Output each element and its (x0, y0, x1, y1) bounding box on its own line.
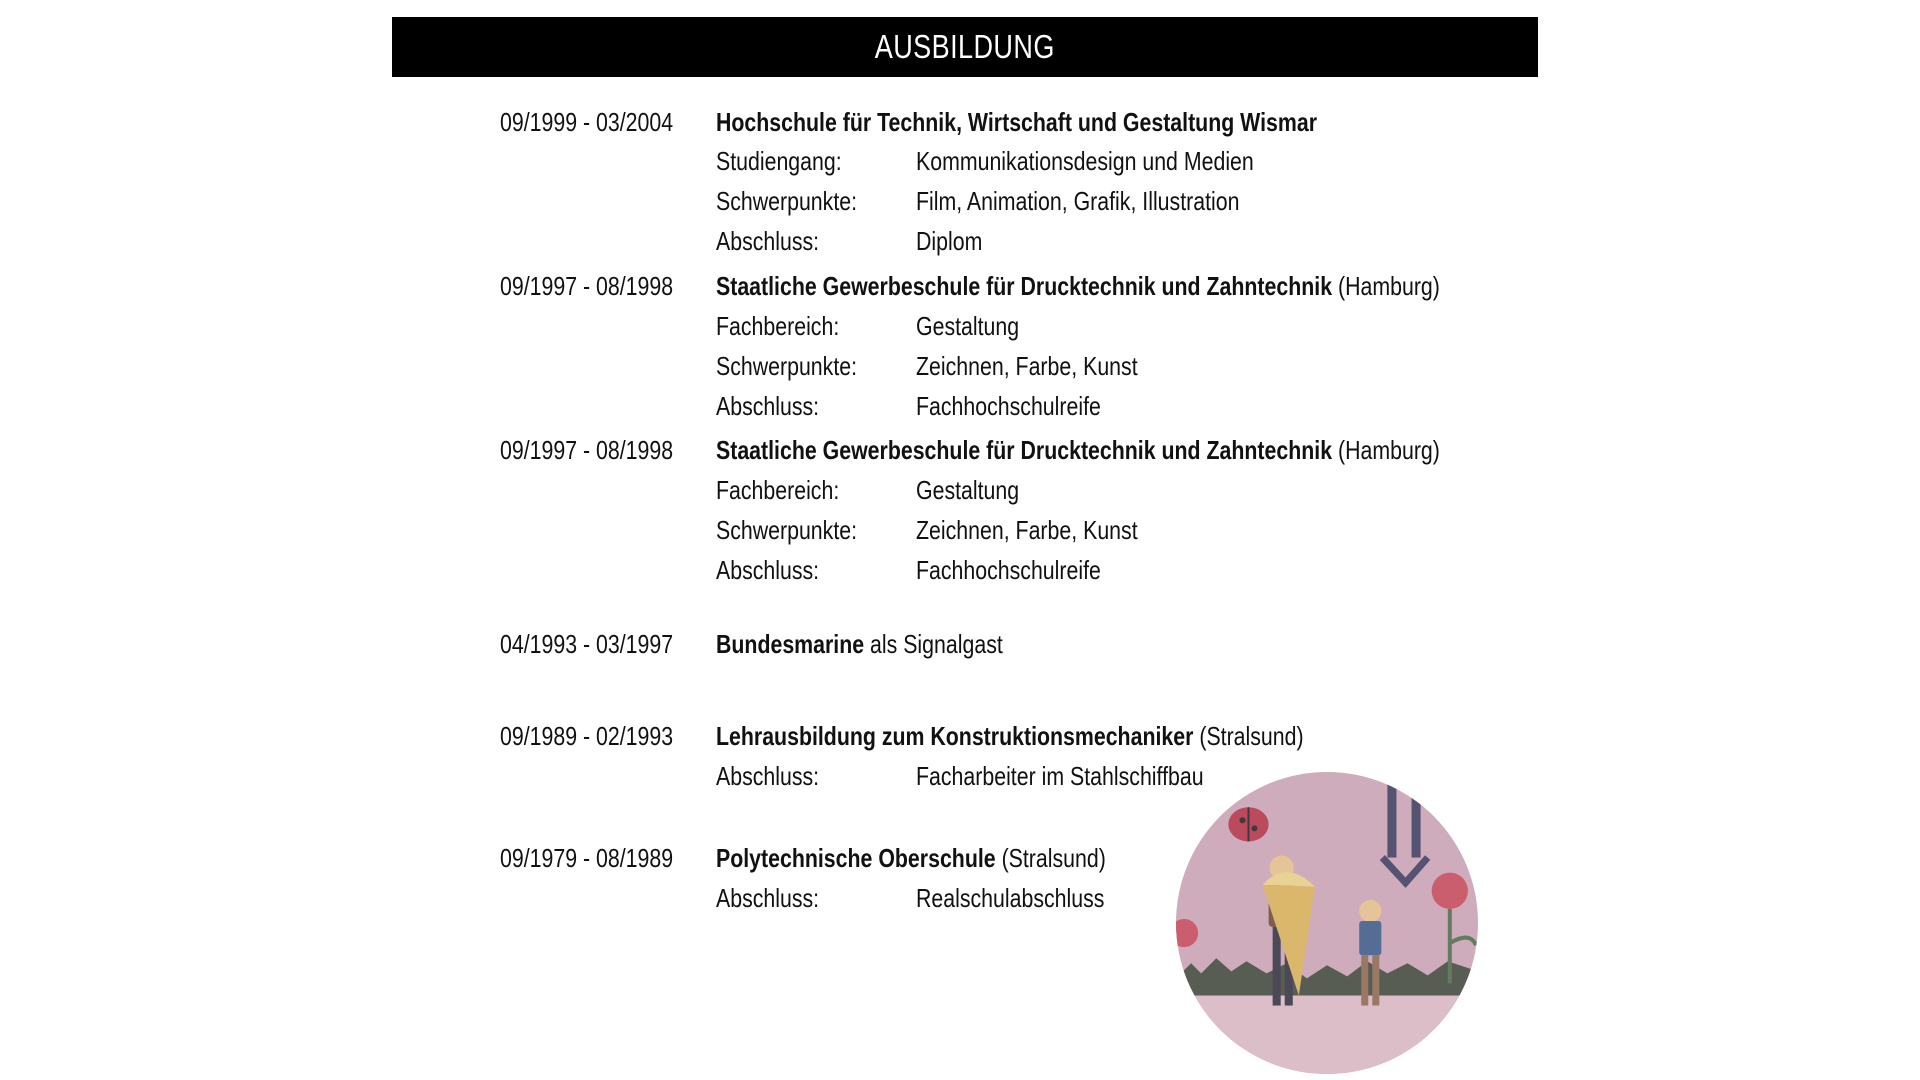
detail-value: Facharbeiter im Stahlschiffbau (916, 761, 1204, 791)
detail-value: Realschulabschluss (916, 883, 1105, 913)
detail-value: Zeichnen, Farbe, Kunst (916, 351, 1138, 381)
detail-value: Fachhochschulreife (916, 555, 1101, 585)
institution-name: Staatliche Gewerbeschule für Drucktechnik und Zahntechnik (716, 271, 1333, 301)
institution-location: (Stralsund) (1001, 843, 1106, 873)
detail-label: Studiengang: (716, 146, 842, 176)
entry-dates: 09/1997 - 08/1998 (500, 271, 674, 301)
detail-label: Abschluss: (716, 761, 820, 791)
entry-dates: 09/1979 - 08/1989 (500, 843, 674, 873)
institution-location: (Hamburg) (1337, 271, 1440, 301)
entry-heading (716, 434, 1440, 466)
entry-heading (716, 720, 1304, 752)
detail-label: Schwerpunkte: (716, 351, 858, 381)
section-header (392, 17, 1538, 77)
entry-heading (716, 270, 1440, 302)
institution-name: Polytechnische Oberschule (716, 843, 996, 873)
detail-label: Schwerpunkte: (716, 186, 858, 216)
institution-name: Bundesmarine (716, 629, 865, 659)
detail-label: Abschluss: (716, 883, 820, 913)
photo-illustration (1176, 772, 1478, 1074)
institution-location: (Hamburg) (1337, 435, 1440, 465)
institution-name: Staatliche Gewerbeschule für Drucktechnik und Zahntechnik (716, 435, 1333, 465)
entry-dates: 04/1993 - 03/1997 (500, 629, 674, 659)
entry-heading (716, 628, 1003, 660)
entry-dates: 09/1997 - 08/1998 (500, 435, 674, 465)
institution-name: Hochschule für Technik, Wirtschaft und Gestaltung Wismar (716, 107, 1318, 137)
detail-value: Gestaltung (916, 475, 1020, 505)
detail-value: Fachhochschulreife (916, 391, 1101, 421)
detail-label: Schwerpunkte: (716, 515, 858, 545)
entry-dates: 09/1989 - 02/1993 (500, 721, 674, 751)
detail-label: Abschluss: (716, 555, 820, 585)
detail-label: Abschluss: (716, 391, 820, 421)
detail-label: Fachbereich: (716, 475, 840, 505)
detail-value: Film, Animation, Grafik, Illustration (916, 186, 1240, 216)
section-title: AUSBILDUNG (874, 28, 1056, 65)
detail-label: Abschluss: (716, 226, 820, 256)
entry-dates: 09/1999 - 03/2004 (500, 107, 674, 137)
institution-name: Lehrausbildung zum Konstruktionsmechaniker (716, 721, 1194, 751)
detail-value: Kommunikationsdesign und Medien (916, 146, 1254, 176)
entry-heading (716, 842, 1106, 874)
detail-label: Fachbereich: (716, 311, 840, 341)
institution-location: (Stralsund) (1199, 721, 1304, 751)
detail-value: Gestaltung (916, 311, 1020, 341)
childhood-photo (1176, 772, 1478, 1074)
institution-location: als Signalgast (870, 629, 1003, 659)
detail-value: Diplom (916, 226, 983, 256)
entry-heading (716, 106, 1317, 138)
detail-value: Zeichnen, Farbe, Kunst (916, 515, 1138, 545)
